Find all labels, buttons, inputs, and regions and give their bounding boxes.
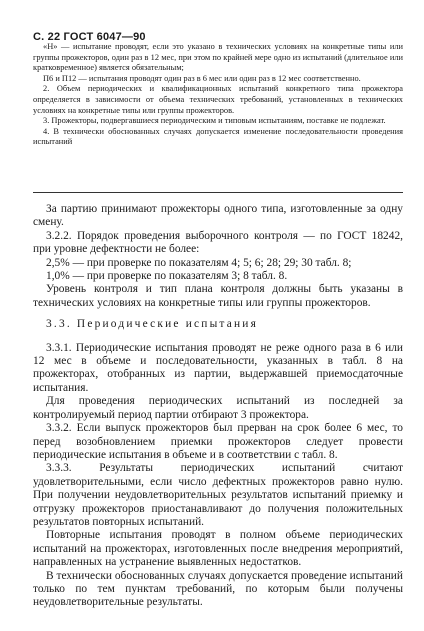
paragraph: 3.3.2. Если выпуск прожекторов был прерван на срок более 6 мес, то перед возобновлением приемки прожекторов следует провести периодические испытания в объеме и в соответствии с табл. 8.	[33, 422, 403, 461]
note-paragraph: 3. Прожекторы, подвергавшиеся периодическим и типовым испытаниям, поставке не подлежат.	[43, 116, 386, 126]
page-header: С. 22 ГОСТ 6047—90	[33, 31, 146, 43]
defect-level-item: 2,5% — при проверке по показателям 4; 5; 6; 28; 29; 30 табл. 8;	[46, 256, 352, 269]
section-heading: 3.3. Периодические испытания	[46, 318, 259, 331]
defect-level-item: 1,0% — при проверке по показателям 3; 8 табл. 8.	[46, 270, 288, 283]
paragraph: Повторные испытания проводят в полном объеме периодических испытаний на прожекторах, изготовленных после внедрения мероприятий, направленных на устранение выявленных недостатков.	[33, 529, 403, 569]
note-paragraph: «Н» — испытание проводят, если это указано в технических условиях на конкретные типы или группы прожекторов, один раз в 12 мес, при этом по крайней мере одно из испытаний (длительное или кратковременное) является обязательным;	[33, 42, 403, 73]
section-divider	[33, 192, 403, 193]
paragraph: В технически обоснованных случаях допускается проведение испытаний только по тем пунктам требований, по которым были получены неудовлетворительные результаты.	[33, 569, 403, 609]
note-paragraph: 2. Объем периодических и квалификационных испытаний конкретного типа прожектора определяется в зависимости от объема технических требований, установленных в технических условиях на конкретные типы или группы прожекторов.	[33, 84, 403, 115]
note-paragraph: П6 и П12 — испытания проводят один раз в 6 мес или один раз в 12 мес соответственно.	[43, 73, 361, 83]
paragraph: Уровень контроля и тип плана контроля должны быть указаны в технических условиях на конкретные типы или группы прожекторов.	[33, 283, 403, 309]
paragraph: Для проведения периодических испытаний из последней за контролируемый период партии отбирают 3 прожектора.	[33, 395, 403, 421]
paragraph: 3.3.1. Периодические испытания проводят не реже одного раза в 6 или 12 мес в объеме и последовательности, указанных в табл. 8 на прожекторах, отобранных из партии, выдержавшей приемосдаточные испытания.	[33, 341, 403, 394]
paragraph: За партию принимают прожекторы одного типа, изготовленные за одну смену.	[33, 203, 403, 229]
paragraph: 3.3.3. Результаты периодических испытаний считают удовлетворительными, если число дефектных прожекторов равно нулю. При получении неудовлетворительных результатов испытаний приемку и отгрузку прожекторов приостанавливают до получения положительных результатов повторных испытаний.	[33, 462, 403, 528]
note-paragraph: 4. В технически обоснованных случаях допускается изменение последовательности проведения испытаний	[33, 126, 403, 147]
paragraph: 3.2.2. Порядок проведения выборочного контроля — по ГОСТ 18242, при уровне дефектности не более:	[33, 229, 403, 256]
table-notes	[33, 42, 403, 148]
body-text	[33, 197, 403, 610]
